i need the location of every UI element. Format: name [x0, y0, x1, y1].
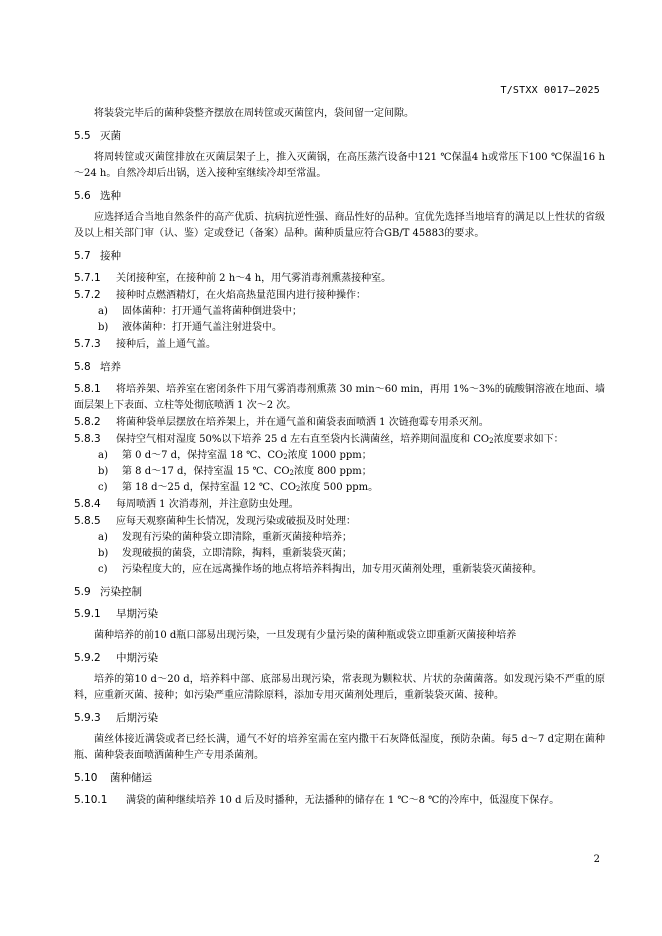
clause-5-8-2: 5.8.2 将菌种袋单层摆放在培养架上，并在通气盖和菌袋表面喷洒 1 次链孢霉专用杀灭剂。	[74, 416, 489, 428]
paragraph: 菌种培养的前10 d瓶口部易出现污染，一旦发现有少量污染的菌种瓶或袋立即重新灭菌接种培养	[94, 630, 517, 641]
page-number: 2	[593, 854, 600, 865]
paragraph: 培养的第10 d～20 d，培养料中部、底部易出现污染，常表现为颗粒状、片状的杂菌菌落。如发现污染不严重的原料，应重新灭菌、接种；如污染严重应清除原料，添加专用灭菌剂处理后，重新装袋灭菌、接种。	[74, 674, 605, 701]
section-heading-5-6: 5.6 选种	[74, 190, 121, 202]
list-item: b) 发现破损的菌袋，立即清除，掏料，重新装袋灭菌；	[98, 548, 352, 559]
section-heading-5-9-2: 5.9.2 中期污染	[74, 652, 158, 664]
section-heading-5-10: 5.10 菌种储运	[74, 772, 152, 784]
list-item: b) 液体菌种：打开通气盖注射进袋中。	[98, 322, 282, 333]
list-item: a) 发现有污染的菌种袋立即清除，重新灭菌接种培养；	[98, 532, 352, 543]
list-item: a) 第 0 d～7 d，保持室温 18 ℃、$CO_2$浓度 1000 ppm；	[98, 450, 372, 461]
paragraph: 菌丝体接近满袋或者已经长满，通气不好的培养室需在室内撒干石灰降低湿度，预防杂菌。每5 d～7 d定期在菌种瓶、菌种袋表面喷洒菌种生产专用杀菌剂。	[74, 734, 605, 761]
clause-5-7-1: 5.7.1 关闭接种室，在接种前 2 h～4 h，用气雾消毒剂熏蒸接种室。	[74, 272, 392, 284]
list-item: c) 污染程度大的，应在远离操作场的地点将培养料掏出，加专用灭菌剂处理，重新装袋灭菌接种。	[98, 564, 542, 575]
document-body	[74, 106, 605, 809]
clause-5-10-1: 5.10.1 满袋的菌种继续培养 10 d 后及时播种，无法播种的储存在 1 ℃～8 ℃的冷库中，低湿度下保存。	[74, 794, 560, 806]
section-heading-5-9-3: 5.9.3 后期污染	[74, 712, 158, 724]
clause-5-7-3: 5.7.3 接种后，盖上通气盖。	[74, 338, 216, 350]
clause-5-8-5: 5.8.5 应每天观察菌种生长情况，发现污染或破损及时处理：	[74, 515, 356, 527]
section-heading-5-7: 5.7 接种	[74, 250, 121, 262]
standard-code: T/STXX 0017—2025	[500, 85, 600, 96]
list-item: a) 固体菌种：打开通气盖将菌种倒进袋中；	[98, 306, 302, 317]
list-item: c) 第 18 d～25 d，保持室温 12 ℃、$CO_2$浓度 500 ppm。	[98, 482, 379, 493]
section-heading-5-9-1: 5.9.1 早期污染	[74, 608, 158, 620]
clause-5-8-1: 5.8.1 将培养架、培养室在密闭条件下用气雾消毒剂熏蒸 30 min～60 min，再用 1%～3%的硫酸铜溶液在地面、墙面层架上下表面、立柱等处彻底喷洒 1 次～2 次。	[74, 383, 605, 411]
section-heading-5-8: 5.8 培养	[74, 361, 121, 373]
paragraph: 应选择适合当地自然条件的高产优质、抗病抗逆性强、商品性好的品种。宜优先选择当地培育的满足以上性状的省级及以上相关部门审（认、鉴）定或登记（备案）品种。菌种质量应符合GB/T 45883的要求。	[74, 212, 605, 239]
paragraph: 将周转筐或灭菌筐排放在灭菌层架子上，推入灭菌锅，在高压蒸汽设备中121 ℃保温4 h或常压下100 ℃保温16 h～24 h。自然冷却后出锅，送入接种室继续冷却至常温。	[74, 152, 605, 179]
clause-5-7-2: 5.7.2 接种时点燃酒精灯，在火焰高热量范围内进行接种操作：	[74, 289, 366, 301]
clause-5-8-4: 5.8.4 每周喷洒 1 次消毒剂，并注意防虫处理。	[74, 498, 299, 510]
list-item: b) 第 8 d～17 d，保持室温 15 ℃、$CO_2$浓度 800 ppm；	[98, 466, 372, 477]
section-heading-5-9: 5.9 污染控制	[74, 586, 142, 598]
paragraph: 将装袋完毕后的菌种袋整齐摆放在周转筐或灭菌筐内，袋间留一定间隙。	[94, 108, 414, 119]
clause-5-8-3: 5.8.3 保持空气相对湿度 50%以下培养 25 d 左右直至袋内长满菌丝，培养期间温度和 $CO_2$浓度要求如下：	[74, 433, 564, 445]
section-heading-5-5: 5.5 灭菌	[74, 130, 121, 142]
